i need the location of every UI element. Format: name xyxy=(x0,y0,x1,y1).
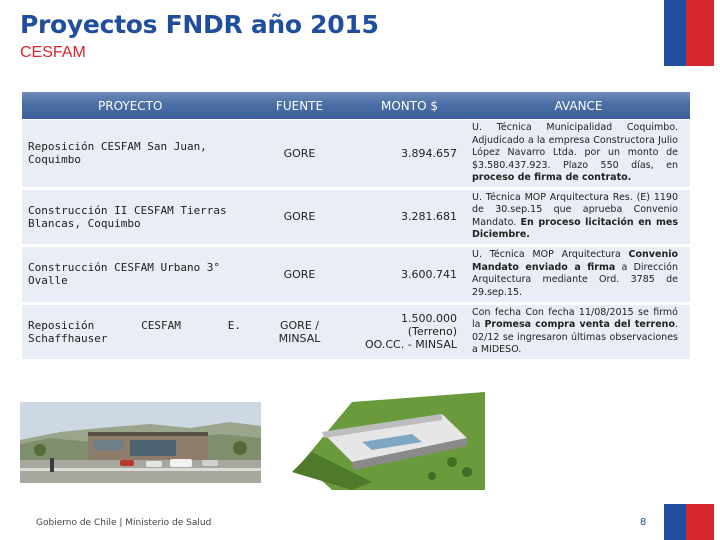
page-subtitle: CESFAM xyxy=(20,44,86,61)
building-rendering-image xyxy=(20,402,261,483)
avance-text: U. Técnica Municipalidad Coquimbo. Adjudicado a la empresa Constructora Julio López Navarro Ltda. por un monto de $3.580.437.923. Plazo 550 días, en xyxy=(472,122,678,171)
monto-line: 1.500.000 xyxy=(401,312,457,325)
avance-status: Convenio Mandato enviado a firma xyxy=(472,249,678,273)
flag-stripe-top xyxy=(664,0,714,66)
page-number: 8 xyxy=(640,517,647,528)
cell-fuente: GORE xyxy=(247,245,352,303)
aerial-rendering-right xyxy=(292,392,485,490)
header-monto: MONTO $ xyxy=(352,92,467,120)
footer-text: Gobierno de Chile | Ministerio de Salud xyxy=(36,518,212,528)
proyecto-word: E. xyxy=(227,318,241,332)
avance-status: Promesa compra venta del terreno xyxy=(484,319,675,330)
flag-stripe-bottom xyxy=(664,504,714,540)
table-row xyxy=(22,120,690,189)
avance-status: En proceso licitación en mes Diciembre. xyxy=(472,216,678,240)
cell-monto: 3.600.741 xyxy=(352,245,467,303)
table-header-row xyxy=(22,92,690,120)
cell-fuente xyxy=(247,303,352,360)
building-photo-left xyxy=(20,402,261,483)
cell-proyecto xyxy=(22,303,247,360)
cell-monto: 3.281.681 xyxy=(352,188,467,245)
cell-proyecto: Reposición CESFAM San Juan, Coquimbo xyxy=(22,120,247,189)
table-row xyxy=(22,303,690,360)
header-fuente: FUENTE xyxy=(247,92,352,120)
projects-table xyxy=(22,92,690,362)
table-row xyxy=(22,245,690,303)
cell-proyecto: Construcción II CESFAM Tierras Blancas, Coquimbo xyxy=(22,188,247,245)
monto-line: (Terreno) xyxy=(407,325,457,338)
proyecto-line: Schaffhauser xyxy=(28,331,108,345)
cell-fuente: GORE xyxy=(247,120,352,189)
header-proyecto: PROYECTO xyxy=(22,92,247,120)
cell-avance xyxy=(467,188,690,245)
aerial-rendering-image xyxy=(292,392,485,490)
avance-text: U. Técnica MOP Arquitectura Res. (E) 1190 de 30.sep.15 que aprueba Convenio Mandato. xyxy=(472,191,678,228)
cell-avance xyxy=(467,120,690,189)
avance-text: Con fecha Con fecha 11/08/2015 se firmó la xyxy=(472,306,678,330)
cell-avance xyxy=(467,245,690,303)
cell-avance xyxy=(467,303,690,360)
proyecto-word: Reposición xyxy=(28,318,95,332)
cell-proyecto: Construcción CESFAM Urbano 3° Ovalle xyxy=(22,245,247,303)
avance-status: proceso de firma de contrato. xyxy=(472,172,632,183)
proyecto-word: CESFAM xyxy=(141,318,181,332)
monto-line: OO.CC. - MINSAL xyxy=(365,338,457,351)
cell-fuente: GORE xyxy=(247,188,352,245)
table-row xyxy=(22,188,690,245)
avance-text: . 02/12 se ingresaron últimas observaciones a MIDESO. xyxy=(472,319,678,355)
avance-text: U. Técnica MOP Arquitectura xyxy=(472,249,629,260)
header-avance: AVANCE xyxy=(467,92,690,120)
cell-monto xyxy=(352,303,467,360)
proyecto-line xyxy=(28,319,241,332)
cell-monto: 3.894.657 xyxy=(352,120,467,189)
page-title: Proyectos FNDR año 2015 xyxy=(20,10,379,39)
fuente-line: GORE / xyxy=(280,318,319,332)
avance-text: a Dirección Arquitectura mediante Ord. 3785 de 29.sep.15. xyxy=(472,261,678,298)
fuente-line: MINSAL xyxy=(278,331,321,345)
